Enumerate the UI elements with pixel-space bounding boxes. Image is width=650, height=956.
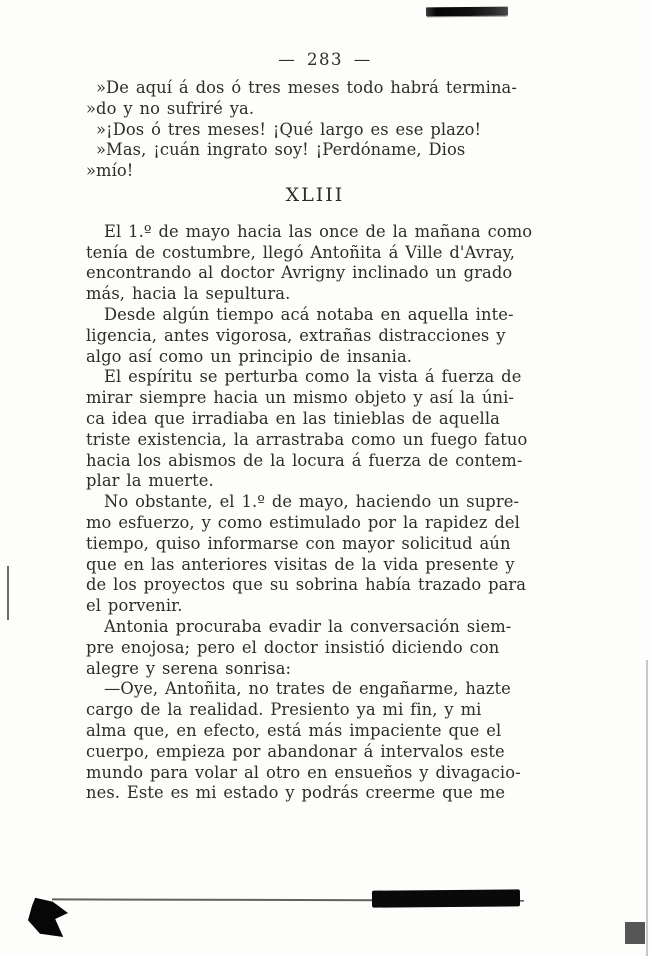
scan-artifact-bottom-left-blob — [28, 897, 68, 937]
quoted-paragraph-1: »De aquí á dos ó tres meses todo habrá termina- »do y no sufriré ya. — [86, 78, 517, 118]
quoted-paragraph-2: »¡Dos ó tres meses! ¡Qué largo es ese plazo! — [96, 119, 482, 139]
paragraph-3: El espíritu se perturba como la vista á fuerza de mirar siempre hacia un mismo objeto y así la úni- ca idea que irradiaba en las tinieblas de aquella triste existencia, la arrastraba como un fuego fatuo hacia los abismos de la locura á fuerza de contem- plar la muerte. — [86, 367, 528, 491]
scan-artifact-bottom-right-mark — [625, 922, 645, 944]
paragraph-1: El 1.º de mayo hacia las once de la mañana como tenía de costumbre, llegó Antoñita á Ville d'Avray, encontrando al doctor Avrigny inclinado un grado más, hacia la sepultura. — [86, 221, 533, 304]
page-text — [86, 78, 544, 804]
chapter-heading: XLIII — [285, 183, 345, 206]
scan-artifact-top-right — [426, 7, 508, 17]
paragraph-4: No obstante, el 1.º de mayo, haciendo un supre- mo esfuerzo, y como estimulado por la rapidez del tiempo, quiso informarse con mayor solicitud aún que en las anteriores visitas de la vida presente y de los proyectos que su sobrina había trazado para el porvenir. — [86, 492, 527, 616]
scan-artifact-bottom-line — [52, 898, 524, 901]
paragraph-5: Antonia procuraba evadir la conversación siem- pre enojosa; pero el doctor insistió diciendo con alegre y serena sonrisa: — [86, 616, 512, 678]
quoted-paragraph-3: »Mas, ¡cuán ingrato soy! ¡Perdóname, Dios »mío! — [86, 140, 466, 181]
scan-artifact-right-edge — [646, 660, 648, 956]
paragraph-2: Desde algún tiempo acá notaba en aquella inte- ligencia, antes vigorosa, extrañas distracciones y algo así como un principio de insania. — [86, 304, 514, 366]
paragraph-6: —Oye, Antoñita, no trates de engañarme, hazte cargo de la realidad. Presiento ya mi fin, y mi alma que, en efecto, está más impaciente que el cuerpo, empieza por abandonar á intervalos este mundo para volar al otro en ensueños y divagacio- nes. Este es mi estado y podrás creerme que me — [86, 679, 521, 803]
scan-artifact-bottom-bar — [372, 889, 520, 907]
scan-artifact-left-edge — [7, 566, 9, 620]
page-number: — 283 — — [278, 50, 372, 69]
